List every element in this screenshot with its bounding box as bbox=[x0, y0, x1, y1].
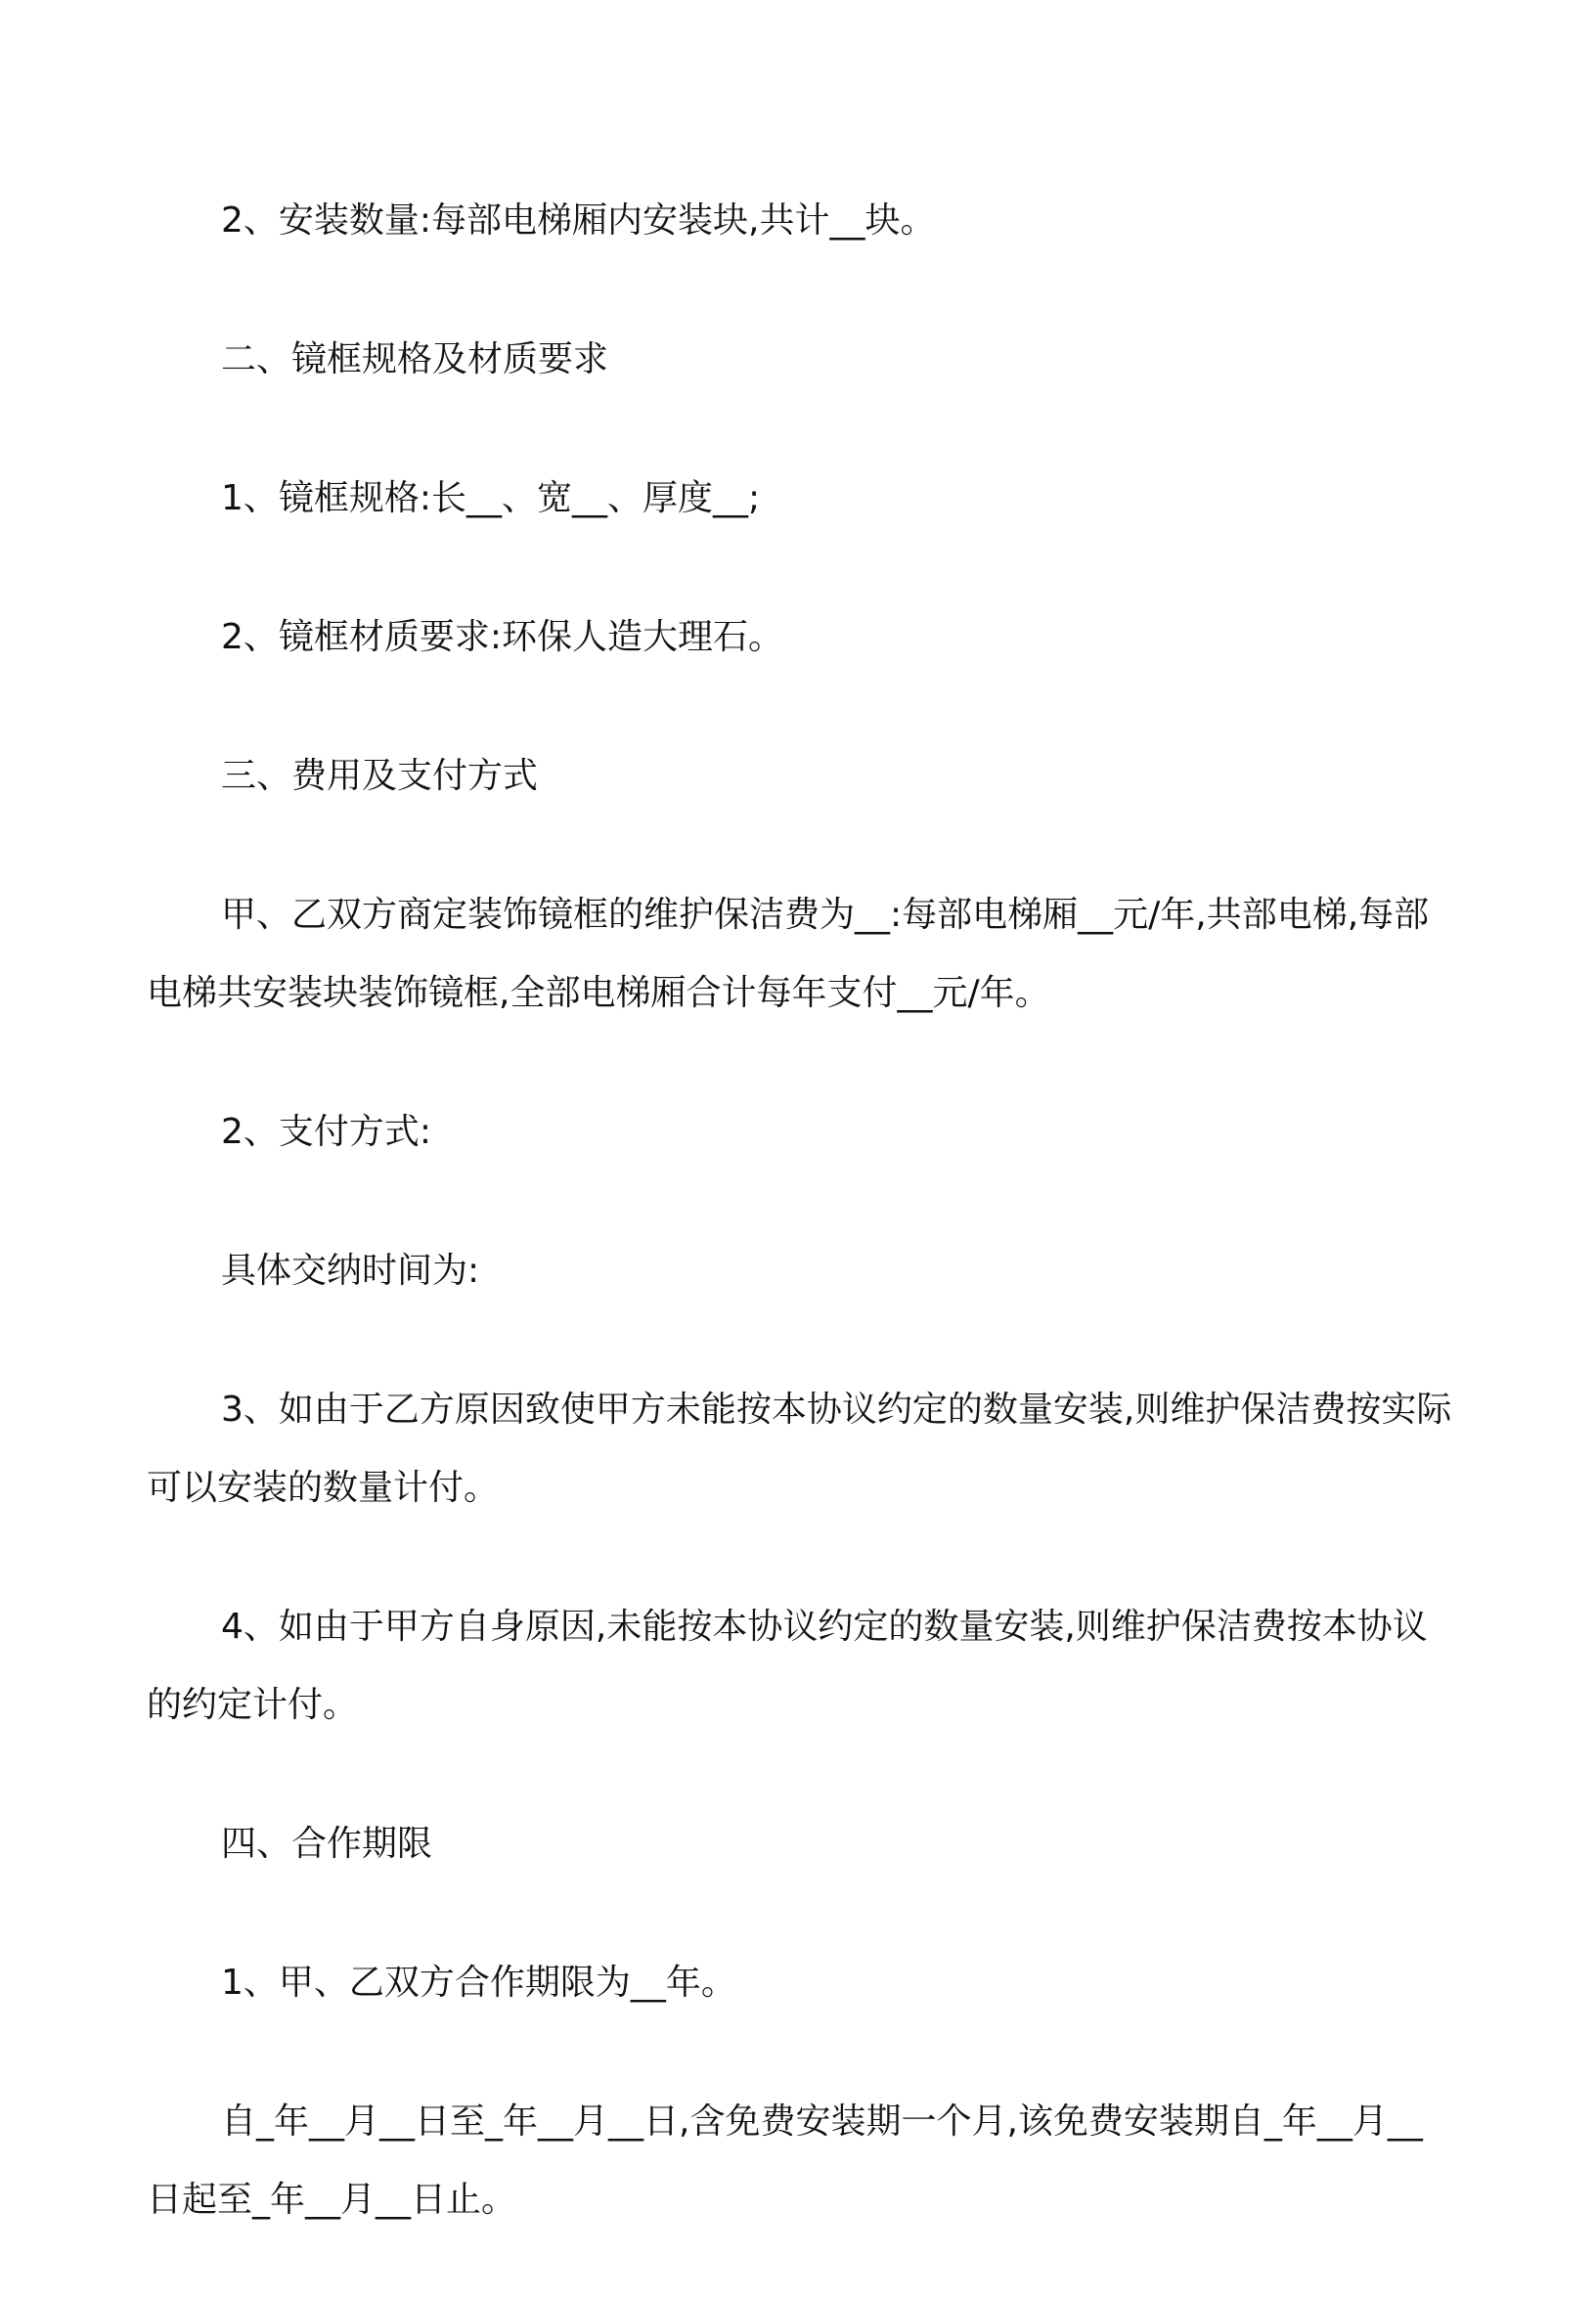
paragraph-payment-time: 具体交纳时间为: bbox=[221, 1251, 480, 1291]
paragraph-term-dates: 自_年__月__日至_年__月__日,含免费安装期一个月,该免费安装期自_年__月__日起至_年__月__日止。 bbox=[147, 2101, 1423, 2220]
paragraph-party-b-cause: 3、如由于乙方原因致使甲方未能按本协议约定的数量安装,则维护保洁费按实际可以安装的数量计付。 bbox=[147, 1390, 1452, 1508]
paragraph-term-years: 1、甲、乙双方合作期限为__年。 bbox=[221, 1963, 736, 2003]
paragraph-party-a-cause: 4、如由于甲方自身原因,未能按本协议约定的数量安装,则维护保洁费按本协议的约定计付。 bbox=[147, 1607, 1428, 1725]
paragraph-frame-material: 2、镜框材质要求:环保人造大理石。 bbox=[221, 617, 784, 657]
paragraph-install-quantity: 2、安装数量:每部电梯厢内安装块,共计__块。 bbox=[221, 200, 936, 241]
paragraph-frame-size: 1、镜框规格:长__、宽__、厚度__; bbox=[221, 478, 761, 518]
document-body bbox=[147, 182, 1457, 2300]
section-heading-fees: 三、费用及支付方式 bbox=[221, 756, 539, 796]
paragraph-maintenance-fee: 甲、乙双方商定装饰镜框的维护保洁费为__:每部电梯厢__元/年,共部电梯,每部电梯共安装块装饰镜框,全部电梯厢合计每年支付__元/年。 bbox=[147, 895, 1430, 1013]
section-heading-term: 四、合作期限 bbox=[221, 1824, 433, 1864]
paragraph-payment-method: 2、支付方式: bbox=[221, 1112, 432, 1152]
section-heading-frame-spec: 二、镜框规格及材质要求 bbox=[221, 339, 609, 379]
